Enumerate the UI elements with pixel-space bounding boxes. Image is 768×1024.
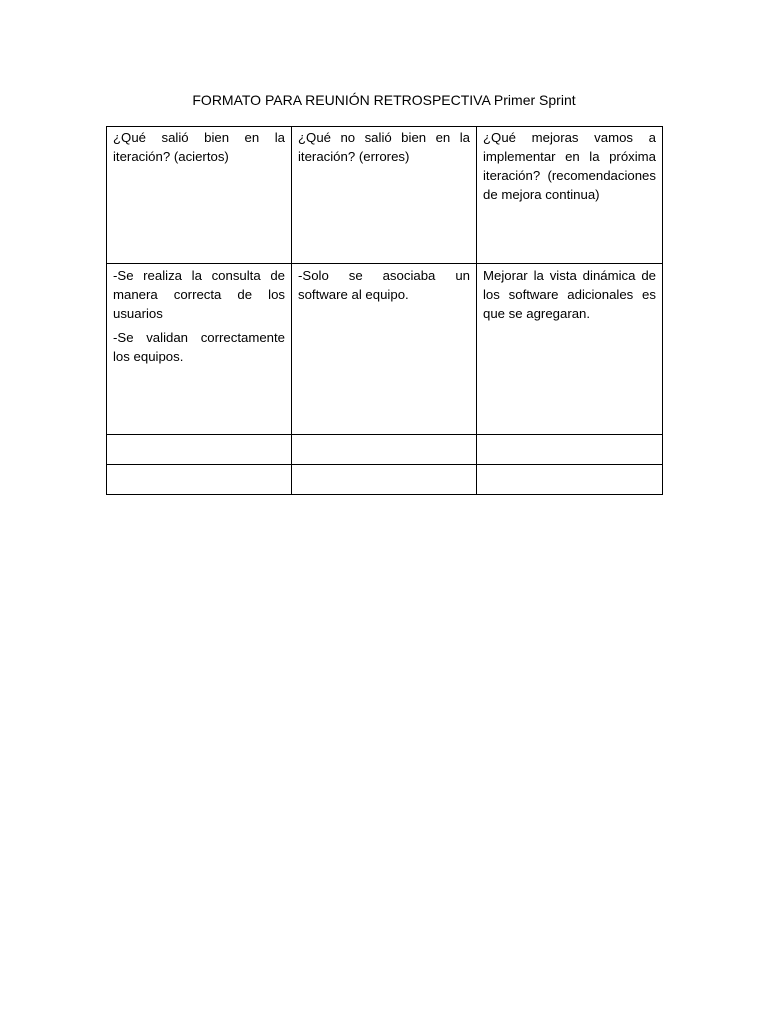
went-well-item: -Se realiza la consulta de manera correcta de los usuarios: [113, 268, 285, 321]
empty-cell: [292, 435, 477, 465]
went-wrong-item: -Solo se asociaba un software al equipo.: [298, 268, 470, 302]
header-improvements: ¿Qué mejoras vamos a implementar en la próxima iteración? (recomendaciones de mejora continua): [477, 127, 663, 264]
empty-cell: [477, 465, 663, 495]
empty-cell: [107, 435, 292, 465]
empty-cell: [292, 465, 477, 495]
table-header-row: [107, 127, 663, 264]
page-title: FORMATO PARA REUNIÓN RETROSPECTIVA Primer Sprint: [192, 92, 576, 108]
cell-went-wrong: [292, 264, 477, 435]
header-went-wrong: ¿Qué no salió bien en la iteración? (errores): [292, 127, 477, 264]
retrospective-table: [106, 126, 663, 495]
cell-improvements: [477, 264, 663, 435]
empty-cell: [107, 465, 292, 495]
improvement-item: Mejorar la vista dinámica de los software adicionales es que se agregaran.: [483, 268, 656, 321]
cell-went-well: [107, 264, 292, 435]
table-row-empty: [107, 435, 663, 465]
went-well-item: -Se validan correctamente los equipos.: [113, 330, 285, 364]
table-row-empty: [107, 465, 663, 495]
empty-cell: [477, 435, 663, 465]
header-went-well: ¿Qué salió bien en la iteración? (aciertos): [107, 127, 292, 264]
table-row: [107, 264, 663, 435]
